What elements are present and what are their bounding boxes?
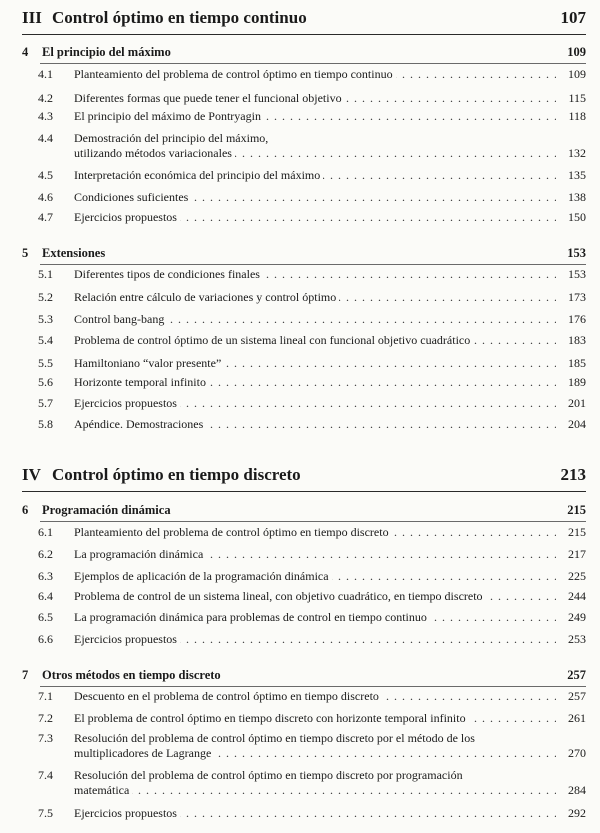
section-title: La programación dinámica . . . [74,547,556,562]
toc-entry [38,375,586,390]
chapter-number: 7 [22,668,29,682]
toc-entry [38,168,586,183]
section-page: 244 [556,589,586,604]
toc-entry [38,190,586,205]
section-title: La programación dinámica para problemas de control en tiempo continuo . . . [74,610,556,625]
section-page: 249 [556,610,586,625]
section-title: Resolución del problema de control óptimo en tiempo discreto por el método de los multiplicadores de Lagrange . . . [74,731,556,761]
chapter-number: 5 [22,246,29,260]
section-title: Diferentes formas que puede tener el funcional objetivo . . . [74,91,556,106]
section-page: 115 [556,91,586,106]
section-number: 6.6 [38,632,53,646]
chapter-divider [40,686,586,687]
section-number: 6.3 [38,569,53,583]
section-title: Demostración del principio del máximo, utilizando métodos variacionales . . . [74,131,556,161]
chapter-title: Programación dinámica [42,503,171,517]
toc-entry-multiline [38,131,586,161]
chapter-title: Otros métodos en tiempo discreto [42,668,221,682]
section-page: 118 [556,109,586,124]
section-number: 5.7 [38,396,53,410]
section-title: El principio del máximo de Pontryagin . . . [74,109,556,124]
section-title: Ejercicios propuestos . . . [74,632,556,647]
part-divider [22,34,586,35]
chapter-page: 215 [567,503,586,517]
section-number: 6.2 [38,547,53,561]
section-number: 4.3 [38,109,53,123]
section-page: 253 [556,632,586,647]
section-page: 292 [556,806,586,821]
section-number: 4.5 [38,168,53,182]
section-page: 132 [556,146,586,161]
part-number: IV [22,465,41,484]
section-title: Hamiltoniano “valor presente” . . . [74,356,556,371]
chapter-divider [40,63,586,64]
section-number: 4.2 [38,91,53,105]
section-number: 5.3 [38,312,53,326]
section-number: 5.5 [38,356,53,370]
toc-entry [38,569,586,584]
section-number: 4.4 [38,131,53,145]
toc-entry [38,711,586,726]
section-number: 4.1 [38,67,53,81]
toc-entry [38,67,586,82]
section-title: Problema de control de un sistema lineal, con objetivo cuadrático, en tiempo discreto . . . [74,589,556,604]
toc-entry [38,396,586,411]
section-number: 4.6 [38,190,53,204]
section-page: 201 [556,396,586,411]
section-page: 135 [556,168,586,183]
section-title: Ejercicios propuestos . . . [74,210,556,225]
section-page: 257 [556,689,586,704]
chapter-divider [40,264,586,265]
section-number: 6.1 [38,525,53,539]
chapter-heading [22,246,586,261]
section-page: 109 [556,67,586,82]
section-page: 284 [556,783,586,798]
toc-entry [38,610,586,625]
part-heading [22,8,586,28]
section-page: 183 [556,333,586,348]
section-number: 7.4 [38,768,53,782]
part-title: Control óptimo en tiempo discreto [52,465,301,484]
toc-entry-multiline [38,731,586,761]
section-title: Condiciones suficientes . . . [74,190,556,205]
chapter-heading [22,503,586,518]
toc-entry [38,417,586,432]
chapter-page: 257 [567,668,586,682]
section-title: El problema de control óptimo en tiempo discreto con horizonte temporal infinito . . . [74,711,556,726]
section-title: Diferentes tipos de condiciones finales . . . [74,267,556,282]
chapter-number: 6 [22,503,29,517]
section-number: 5.8 [38,417,53,431]
section-page: 261 [556,711,586,726]
section-title: Planteamiento del problema de control óptimo en tiempo continuo . . . [74,67,556,82]
section-title: Resolución del problema de control óptimo en tiempo discreto por programación matemática . . . [74,768,556,798]
section-page: 217 [556,547,586,562]
section-page: 138 [556,190,586,205]
section-page: 225 [556,569,586,584]
part-heading [22,465,586,485]
toc-entry [38,356,586,371]
part-page: 213 [560,465,586,484]
section-title: Interpretación económica del principio del máximo . . . [74,168,556,183]
section-title: Planteamiento del problema de control óptimo en tiempo discreto . . . [74,525,556,540]
part-number: III [22,8,42,27]
section-page: 204 [556,417,586,432]
section-number: 5.2 [38,290,53,304]
section-title: Ejercicios propuestos . . . [74,806,556,821]
section-page: 150 [556,210,586,225]
section-number: 7.1 [38,689,53,703]
section-number: 6.5 [38,610,53,624]
section-page: 189 [556,375,586,390]
part-title: Control óptimo en tiempo continuo [52,8,307,27]
chapter-divider [40,521,586,522]
section-title: Horizonte temporal infinito . . . [74,375,556,390]
toc-entry [38,689,586,704]
section-number: 5.4 [38,333,53,347]
section-page: 270 [556,746,586,761]
chapter-heading [22,45,586,60]
toc-entry [38,312,586,327]
section-page: 176 [556,312,586,327]
chapter-number: 4 [22,45,29,59]
section-title: Control bang-bang . . . [74,312,556,327]
section-title: Descuento en el problema de control óptimo en tiempo discreto . . . [74,689,556,704]
toc-entry [38,589,586,604]
section-title: Apéndice. Demostraciones . . . [74,417,556,432]
section-page: 185 [556,356,586,371]
section-page: 173 [556,290,586,305]
section-number: 7.2 [38,711,53,725]
toc-entry [38,267,586,282]
section-page: 153 [556,267,586,282]
toc-entry [38,91,586,106]
section-number: 4.7 [38,210,53,224]
toc-entry [38,290,586,305]
section-number: 7.5 [38,806,53,820]
part-page: 107 [560,8,586,27]
toc-entry [38,547,586,562]
toc-entry [38,632,586,647]
section-title: Relación entre cálculo de variaciones y control óptimo . . . [74,290,556,305]
toc-entry [38,525,586,540]
section-title: Problema de control óptimo de un sistema lineal con funcional objetivo cuadrático . . . [74,333,556,348]
chapter-page: 153 [567,246,586,260]
section-number: 6.4 [38,589,53,603]
section-number: 5.1 [38,267,53,281]
toc-entry [38,109,586,124]
toc-entry [38,333,586,348]
section-number: 7.3 [38,731,53,745]
chapter-title: Extensiones [42,246,106,260]
section-page: 215 [556,525,586,540]
section-title: Ejemplos de aplicación de la programación dinámica . . . [74,569,556,584]
section-number: 5.6 [38,375,53,389]
toc-entry [38,806,586,821]
chapter-page: 109 [567,45,586,59]
section-title: Ejercicios propuestos . . . [74,396,556,411]
chapter-title: El principio del máximo [42,45,171,59]
toc-entry [38,210,586,225]
toc-entry-multiline [38,768,586,798]
chapter-heading [22,668,586,683]
part-divider [22,491,586,492]
